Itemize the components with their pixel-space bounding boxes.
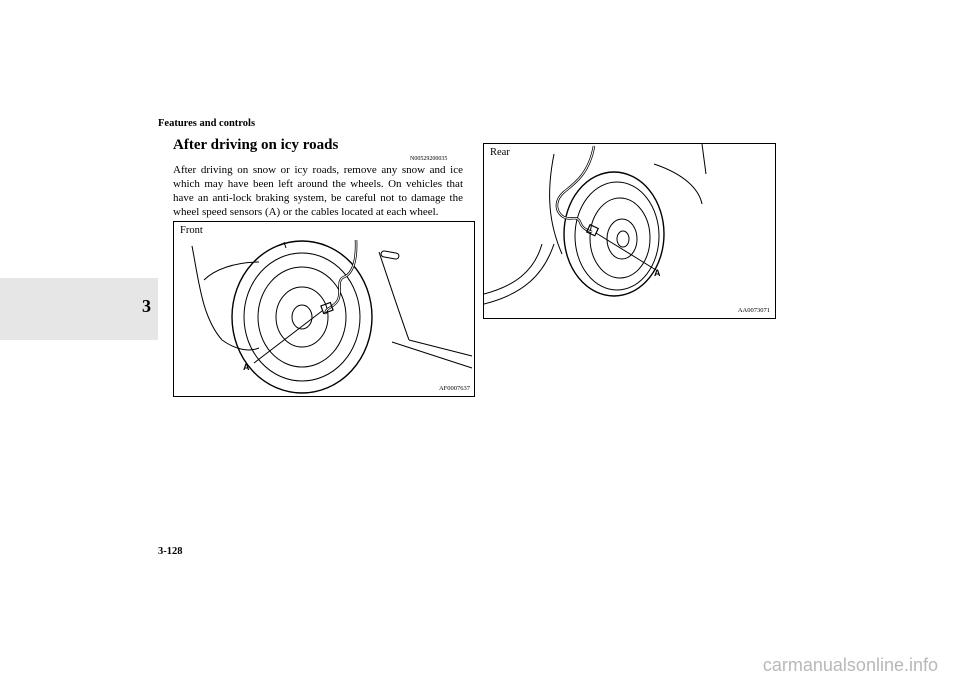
chapter-number: 3 xyxy=(142,296,151,316)
front-wheel-figure xyxy=(173,221,475,397)
figure-label: Front xyxy=(180,225,203,236)
article-code: N00529200035 xyxy=(410,156,448,162)
rear-wheel-figure xyxy=(483,143,776,319)
figure-code: AA0073071 xyxy=(737,307,770,314)
section-header: Features and controls xyxy=(158,118,256,129)
article-body: After driving on snow or icy roads, remove any snow and ice which may have been left around the wheels. On vehicles that have an anti-lock braking system, be careful not to damage the wheel speed sensors (A) or the cables located at each wheel. xyxy=(173,164,463,218)
callout-a: A xyxy=(243,362,250,372)
callout-a: A xyxy=(654,268,661,278)
article-title: After driving on icy roads xyxy=(173,137,339,153)
rear-wheel-illustration xyxy=(484,144,775,318)
front-wheel-illustration xyxy=(174,222,474,396)
page-number: 3-128 xyxy=(158,546,183,557)
chapter-tab xyxy=(0,278,158,340)
figure-code: AF0007637 xyxy=(438,385,470,392)
figure-label: Rear xyxy=(490,147,510,158)
watermark: carmanualsonline.info xyxy=(762,655,938,675)
